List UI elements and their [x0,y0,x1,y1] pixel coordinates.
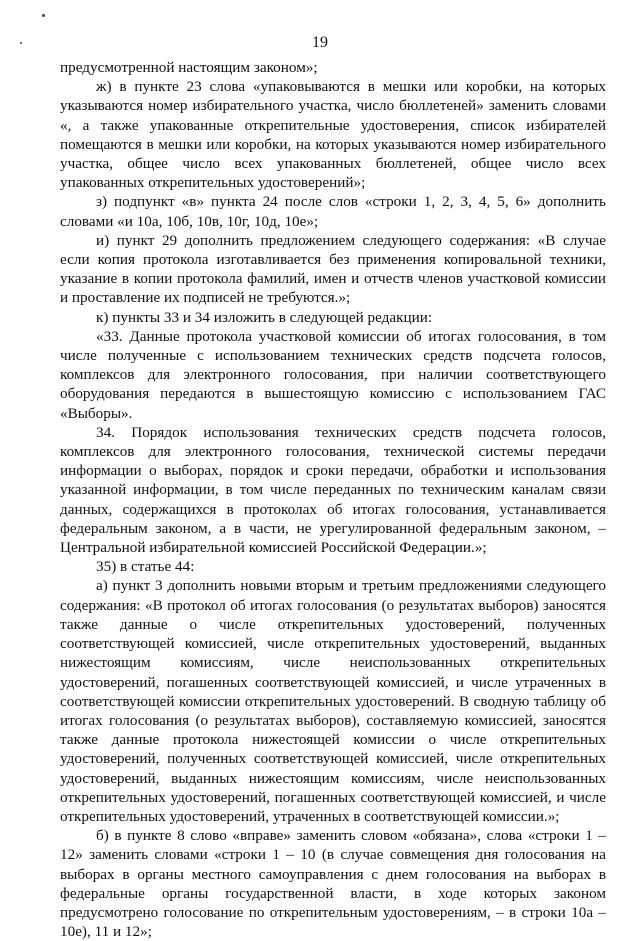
document-body [60,58,606,941]
paragraph: предусмотренной настоящим законом»; [60,59,318,76]
page-number: 19 [312,34,328,51]
paragraph: 35) в статье 44: [96,558,195,576]
paragraph: «33. Данные протокола участковой комиссии об итогах голосования, в том числе полученные с использованием технических средств подсчета голосов, комплексов для электронного голосования, при наличии соответствующего оборудования передаются в вышестоящую комиссию с использованием ГАС «Выборы». [60,327,606,422]
paragraph: к) пункты 33 и 34 изложить в следующей редакции: [96,308,433,326]
paragraph: б) в пункте 8 слово «вправе» заменить словом «обязана», слова «строки 1 – 12» заменить словами «строки 1 – 10 (в случае совмещения дня голосования на выборах в органы местного самоуправления с днем голосования на выборах в федеральные органы государственной власти, в ходе которых законом предусмотрено голосование по открепительным удостоверениям, – в строки 10а – 10е), 11 и 12»; [60,827,606,941]
paragraph: 34. Порядок использования технических средств подсчета голосов, комплексов для электронного голосования, технической системы передачи информации о выборах, порядок и сроки передачи, обработки и использования указанной информации, в том числе переданных по техническим каналам связи данных, содержащихся в протоколах об итогах голосования, устанавливается федеральным законом, а в части, не урегулированной федеральным законом, – Центральной избирательной комиссией Российской Федерации.»; [60,423,606,557]
paragraph: и) пункт 29 дополнить предложением следующего содержания: «В случае если копия протокола изготавливается без применения копировальной техники, указание в копии протокола фамилий, имен и отчеств членов участковой комиссии и проставление их подписей не требуются.»; [60,231,606,307]
paragraph: а) пункт 3 дополнить новыми вторым и третьим предложениями следующего содержания: «В протокол об итогах голосования (о результатах выборов) заносятся также данные о числе открепительных удостоверений, полученных соответствующей комиссией, числе открепительных удостоверений, выданных нижестоящим комиссиям, числе неиспользованных открепительных удостоверений, погашенных соответствующей комиссией, и числе утраченных в соответствующей комиссии открепительных удостоверений. В сводную таблицу об итогах голосования (о результатах выборов), составляемую комиссией, заносятся также данные протокола нижестоящей комиссии о числе открепительных удостоверений, полученных соответствующей комиссией, числе открепительных удостоверений, выданных нижестоящим комиссиям, числе неиспользованных открепительных удостоверений, погашенных соответствующей комиссией, и числе открепительных удостоверений, утраченных в соответствующей комиссии.»; [60,577,606,825]
scan-speck [42,14,45,17]
paragraph: з) подпункт «в» пункта 24 после слов «строки 1, 2, 3, 4, 5, 6» дополнить словами «и 10а, 10б, 10в, 10г, 10д, 10е»; [60,193,606,230]
paragraph: ж) в пункте 23 слова «упаковываются в мешки или коробки, на которых указываются номер избирательного участка, число бюллетеней» заменить словами «, а также упакованные открепительные удостоверения, список избирателей помещаются в мешки или коробки, на которых указываются номер избирательного участка, общее число всех упакованных бюллетеней, общее число всех упакованных открепительных удостоверений»; [60,78,606,192]
